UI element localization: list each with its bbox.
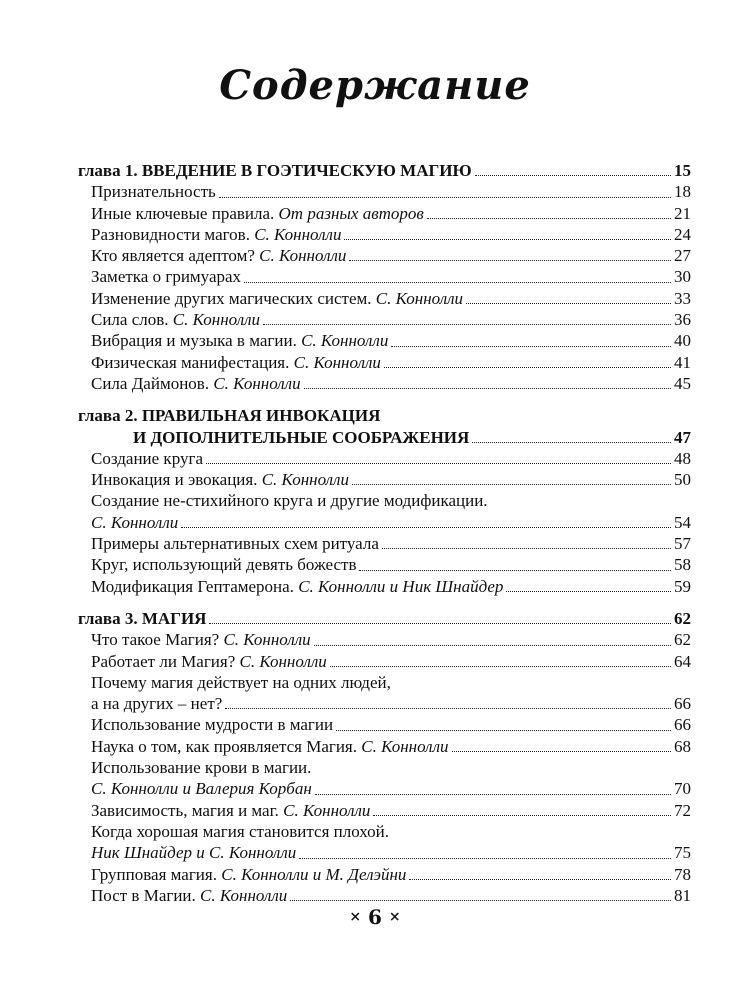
toc-dot-leader <box>373 800 671 816</box>
toc-label <box>91 737 449 756</box>
toc-page-number: 33 <box>674 288 691 308</box>
toc-dot-leader <box>382 533 671 549</box>
toc-label <box>91 513 178 532</box>
toc-label <box>91 758 311 777</box>
toc-dot-leader <box>219 181 671 197</box>
toc-page-number: 54 <box>674 512 691 532</box>
toc-title: Пост в Магии. <box>91 885 201 905</box>
folio-ornament-right: × <box>388 909 401 925</box>
toc-author: С. Коннолли <box>254 224 342 244</box>
toc-label <box>91 331 388 350</box>
toc-title: Признательность <box>91 182 216 202</box>
toc-dot-leader <box>472 427 671 443</box>
toc-dot-leader <box>427 203 671 219</box>
toc-title: Примеры альтернативных схем ритуала <box>91 534 379 554</box>
toc-entry-2-1[interactable] <box>78 629 691 650</box>
toc-entry-2-3 <box>78 672 691 693</box>
toc-title: глава 1. ВВЕДЕНИЕ В ГОЭТИЧЕСКУЮ МАГИЮ <box>78 161 472 180</box>
toc-page-number: 62 <box>674 630 691 650</box>
toc-dot-leader <box>314 629 671 645</box>
toc-entry-2-11[interactable] <box>78 842 691 863</box>
toc-title: Сила слов. <box>91 310 173 330</box>
toc-dot-leader <box>244 266 671 282</box>
toc-title: И ДОПОЛНИТЕЛЬНЫЕ СООБРАЖЕНИЯ <box>133 427 470 447</box>
toc-dot-leader <box>384 352 671 368</box>
toc-dot-leader <box>349 245 671 261</box>
toc-entry-2-13[interactable] <box>78 885 691 906</box>
toc-entry-0-3[interactable] <box>78 224 691 245</box>
toc-label <box>133 428 469 447</box>
toc-page-number: 66 <box>674 694 691 714</box>
toc-title: Вибрация и музыка в магии. <box>91 331 302 351</box>
toc-dot-leader <box>391 330 671 346</box>
toc-label <box>91 374 301 393</box>
toc-label <box>91 470 349 489</box>
toc-dot-leader <box>290 885 671 901</box>
toc-label <box>91 267 241 286</box>
toc-entry-2-9[interactable] <box>78 800 691 821</box>
toc-title: Групповая магия. <box>91 864 222 884</box>
toc-page-number: 59 <box>674 576 691 596</box>
toc-entry-2-10 <box>78 821 691 842</box>
toc-title: Сила Даймонов. <box>91 373 214 393</box>
toc-author: С. Коннолли <box>301 331 389 351</box>
toc-title: глава 3. МАГИЯ <box>78 608 207 628</box>
toc-label <box>91 673 391 692</box>
toc-entry-0-6[interactable] <box>78 288 691 309</box>
toc-label <box>91 491 488 510</box>
toc-page-number: 81 <box>674 885 691 905</box>
toc-page-number: 21 <box>674 203 691 223</box>
toc-author: От разных авторов <box>278 203 424 223</box>
toc-author: С. Коннолли <box>213 373 301 393</box>
toc-page-number: 58 <box>674 555 691 575</box>
toc-title: Модификация Гептамерона. <box>91 576 299 596</box>
toc-page-number: 72 <box>674 800 691 820</box>
toc-title: Работает ли Магия? <box>91 651 240 671</box>
toc-entry-2-7 <box>78 757 691 778</box>
toc-title: глава 2. ПРАВИЛЬНАЯ ИНВОКАЦИЯ <box>78 406 381 426</box>
toc-dot-leader <box>315 778 671 794</box>
toc-title: Заметка о гримуарах <box>91 267 242 287</box>
toc-entry-2-5[interactable] <box>78 714 691 735</box>
toc-page-number: 30 <box>674 267 691 287</box>
toc-label <box>91 652 327 671</box>
toc-entry-0-9[interactable] <box>78 352 691 373</box>
toc-entry-2-8[interactable] <box>78 778 691 799</box>
toc-page-number: 27 <box>674 246 691 266</box>
toc-label <box>91 865 406 884</box>
toc-title: а на других – нет? <box>91 694 223 714</box>
toc-label <box>78 609 206 628</box>
toc-page-number: 48 <box>674 448 691 468</box>
toc-dot-leader <box>206 448 671 464</box>
toc-label <box>91 534 379 553</box>
toc-entry-1-6[interactable] <box>78 533 691 554</box>
toc-author: С. Коннолли <box>293 352 381 372</box>
toc-author: С. Коннолли <box>91 512 179 532</box>
toc-dot-leader <box>359 554 671 570</box>
toc-title: Создание круга <box>91 448 203 468</box>
toc-author: С. Коннолли <box>261 470 349 490</box>
toc-page-number: 18 <box>674 182 691 202</box>
toc-label <box>91 779 312 798</box>
toc-entry-0-10[interactable] <box>78 373 691 394</box>
toc-entry-1-4 <box>78 490 691 511</box>
toc-page-number: 36 <box>674 310 691 330</box>
toc-entry-2-2[interactable] <box>78 651 691 672</box>
toc-page-number: 40 <box>674 331 691 351</box>
toc-title: Инвокация и эвокация. <box>91 470 262 490</box>
toc-label <box>91 225 341 244</box>
toc-label <box>91 246 346 265</box>
toc-entry-1-3[interactable] <box>78 469 691 490</box>
toc-chapter-1-0 <box>78 405 691 426</box>
table-of-contents <box>78 160 691 906</box>
toc-dot-leader <box>344 224 671 240</box>
toc-chapter-0-0[interactable] <box>78 160 691 181</box>
toc-page-number: 66 <box>674 715 691 735</box>
toc-label <box>91 822 389 841</box>
page-title: Содержание <box>219 62 531 109</box>
toc-dot-leader <box>352 469 671 485</box>
toc-entry-1-8[interactable] <box>78 576 691 597</box>
toc-entry-1-2[interactable] <box>78 448 691 469</box>
folio-number: 6 <box>368 905 382 929</box>
toc-label <box>78 161 472 180</box>
toc-author: С. Коннолли <box>259 246 347 266</box>
toc-author: С. Коннолли и М. Делэйни <box>221 864 407 884</box>
toc-label <box>91 449 203 468</box>
toc-author: С. Коннолли <box>200 885 288 905</box>
toc-entry-1-7[interactable] <box>78 554 691 575</box>
toc-title: Кто является адептом? <box>91 246 260 266</box>
toc-page-number: 47 <box>674 427 691 447</box>
toc-author: Ник Шнайдер и С. Коннолли <box>91 843 297 863</box>
toc-page-number: 78 <box>674 864 691 884</box>
toc-label <box>91 886 287 905</box>
toc-page-number: 15 <box>674 161 691 180</box>
toc-dot-leader <box>209 608 671 624</box>
toc-author: С. Коннолли и Валерия Корбан <box>91 779 312 799</box>
toc-label <box>91 289 463 308</box>
toc-page-number: 68 <box>674 736 691 756</box>
toc-page-number: 62 <box>674 608 691 628</box>
toc-label <box>91 577 503 596</box>
toc-entry-0-1[interactable] <box>78 181 691 202</box>
toc-page-number: 24 <box>674 224 691 244</box>
toc-dot-leader <box>506 576 671 592</box>
toc-label <box>91 182 216 201</box>
toc-entry-0-4[interactable] <box>78 245 691 266</box>
toc-title: Что такое Магия? <box>91 630 224 650</box>
toc-title: Зависимость, магия и маг. <box>91 800 284 820</box>
toc-entry-2-4[interactable] <box>78 693 691 714</box>
toc-author: С. Коннолли и Ник Шнайдер <box>298 576 504 596</box>
toc-dot-leader <box>409 864 671 880</box>
toc-page-number: 41 <box>674 352 691 372</box>
toc-dot-leader <box>181 512 671 528</box>
toc-chapter-2-0[interactable] <box>78 608 691 629</box>
toc-title: Почему магия действует на одних людей, <box>91 672 391 692</box>
toc-entry-0-5[interactable] <box>78 266 691 287</box>
toc-title: Круг, использующий девять божеств <box>91 555 357 575</box>
toc-page-number: 75 <box>674 843 691 863</box>
toc-title: Когда хорошая магия становится плохой. <box>91 821 390 841</box>
toc-dot-leader <box>330 651 671 667</box>
toc-title: Наука о том, как проявляется Магия. <box>91 736 362 756</box>
toc-entry-0-7[interactable] <box>78 309 691 330</box>
toc-dot-leader <box>263 309 671 325</box>
toc-author: С. Коннолли <box>375 288 464 308</box>
toc-entry-1-5[interactable] <box>78 512 691 533</box>
toc-author: С. Коннолли <box>283 800 371 820</box>
toc-dot-leader <box>452 736 672 752</box>
toc-title: Разновидности магов. <box>91 224 255 244</box>
toc-entry-2-12[interactable] <box>78 864 691 885</box>
toc-label <box>91 843 296 862</box>
toc-page-number: 57 <box>674 534 691 554</box>
toc-label <box>91 310 260 329</box>
toc-title: Физическая манифестация. <box>91 352 294 372</box>
toc-dot-leader <box>225 693 671 709</box>
toc-entry-2-6[interactable] <box>78 736 691 757</box>
toc-entry-0-2[interactable] <box>78 203 691 224</box>
toc-author: С. Коннолли <box>361 736 449 756</box>
toc-label <box>91 555 356 574</box>
toc-author: С. Коннолли <box>239 651 327 671</box>
folio-ornament-left: × <box>349 909 362 925</box>
toc-chapter-1-1[interactable] <box>78 427 691 448</box>
toc-label <box>91 353 381 372</box>
toc-page-number: 50 <box>674 470 691 490</box>
toc-author: С. Коннолли <box>223 630 311 650</box>
toc-dot-leader <box>466 288 671 304</box>
toc-title: Иные ключевые правила. <box>91 203 279 223</box>
toc-title: Использование крови в магии. <box>91 758 312 778</box>
toc-dot-leader <box>299 842 671 858</box>
toc-label <box>91 204 424 223</box>
toc-dot-leader <box>336 714 671 730</box>
toc-dot-leader <box>475 160 671 176</box>
toc-page-number: 45 <box>674 373 691 393</box>
page-number <box>0 905 750 929</box>
toc-label <box>78 406 380 425</box>
toc-title: Использование мудрости в магии <box>91 715 334 735</box>
toc-entry-0-8[interactable] <box>78 330 691 351</box>
toc-page-number: 70 <box>674 779 691 799</box>
toc-label <box>91 694 222 713</box>
toc-label <box>91 630 311 649</box>
toc-author: С. Коннолли <box>172 310 261 330</box>
toc-page-number: 64 <box>674 651 691 671</box>
toc-title: Изменение других магических систем. <box>91 288 376 308</box>
toc-title: Создание не-стихийного круга и другие модификации. <box>91 491 488 511</box>
toc-label <box>91 715 333 734</box>
toc-label <box>91 801 370 820</box>
toc-dot-leader <box>304 373 671 389</box>
